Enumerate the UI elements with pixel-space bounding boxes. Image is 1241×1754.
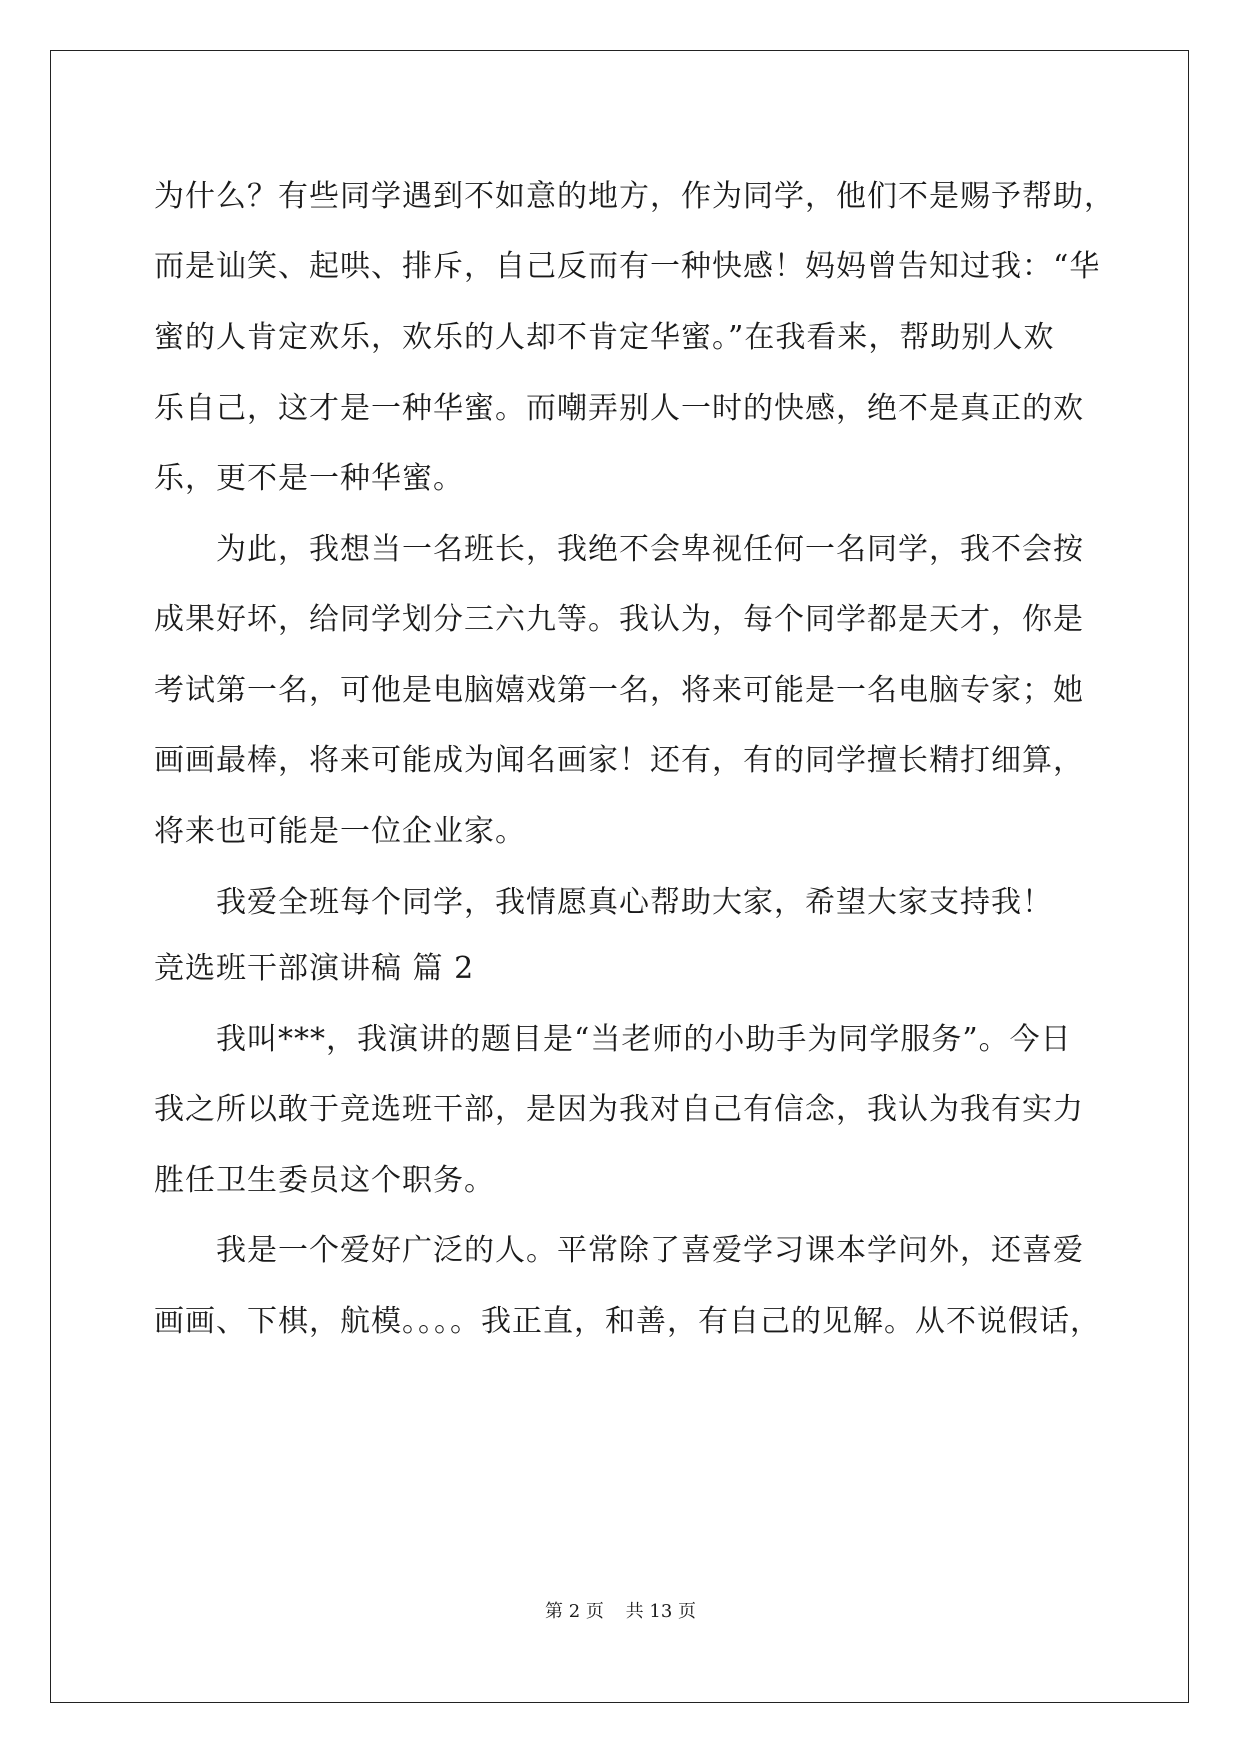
text-line-7: 成果好坏，给同学划分三六九等。我认为，每个同学都是天才，你是 — [154, 602, 1084, 637]
text-line-4: 乐自己，这才是一种华蜜。而嘲弄别人一时的快感，绝不是真正的欢 — [154, 391, 1084, 426]
text-line-8: 考试第一名，可他是电脑嬉戏第一名，将来可能是一名电脑专家；她 — [154, 673, 1084, 708]
text-line-2: 而是讪笑、起哄、排斥，自己反而有一种快感！妈妈曾告知过我：“华 — [154, 249, 1101, 284]
text-line-10: 将来也可能是一位企业家。 — [154, 814, 526, 849]
text-line-15: 我是一个爱好广泛的人。平常除了喜爱学习课本学问外，还喜爱 — [216, 1233, 1084, 1268]
page-total: 共 13 页 — [625, 1601, 696, 1622]
text-line-6: 为此，我想当一名班长，我绝不会卑视任何一名同学，我不会按 — [216, 532, 1084, 567]
text-line-12: 我叫***，我演讲的题目是“当老师的小助手为同学服务”。今日 — [216, 1022, 1072, 1057]
text-line-3: 蜜的人肯定欢乐，欢乐的人却不肯定华蜜。”在我看来，帮助别人欢 — [154, 320, 1055, 355]
text-line-14: 胜任卫生委员这个职务。 — [154, 1163, 495, 1198]
text-line-16: 画画、下棋，航模。。。。我正直，和善，有自己的见解。从不说假话， — [154, 1304, 1101, 1339]
page-number: 第 2 页 — [545, 1601, 604, 1622]
text-line-1: 为什么？有些同学遇到不如意的地方，作为同学，他们不是赐予帮助， — [154, 179, 1115, 214]
section-heading: 竞选班干部演讲稿 篇 2 — [154, 951, 475, 986]
text-line-9: 画画最棒，将来可能成为闻名画家！还有，有的同学擅长精打细算， — [154, 743, 1084, 778]
text-line-13: 我之所以敢于竞选班干部，是因为我对自己有信念，我认为我有实力 — [154, 1092, 1084, 1127]
text-line-11: 我爱全班每个同学，我情愿真心帮助大家，希望大家支持我！ — [216, 885, 1053, 920]
page-footer — [0, 1600, 1241, 1624]
text-line-5: 乐，更不是一种华蜜。 — [154, 461, 464, 496]
page-border — [50, 50, 1189, 1703]
